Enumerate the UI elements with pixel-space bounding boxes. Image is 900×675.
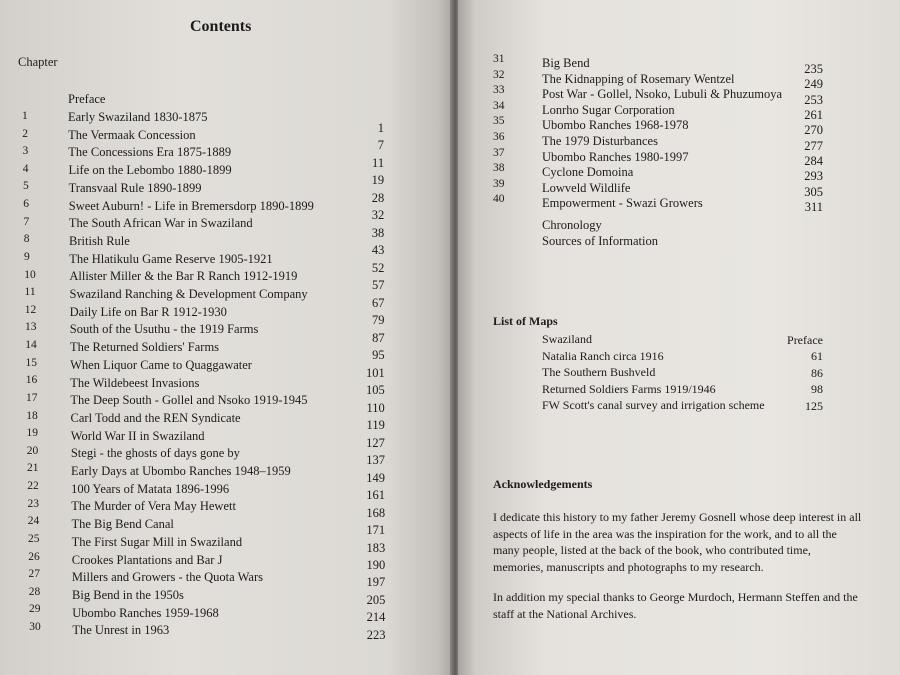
chapter-number: 26 [28,550,40,563]
chapter-number: 5 [23,180,29,193]
chapter-page: 171 [366,523,386,538]
chapter-page: 28 [371,190,385,205]
chapter-page: 149 [366,470,385,485]
chapter-page: 277 [804,138,823,153]
chapter-number: 19 [26,427,38,440]
chapter-number: 40 [493,193,505,206]
chapter-title: When Liquor Came to Quaggawater [70,357,252,372]
chapter-page: 57 [371,278,385,293]
chapter-number: 31 [493,53,505,65]
chapter-number: 18 [26,409,38,422]
chapter-page: 79 [372,313,385,328]
chapter-heading: Chapter [18,55,58,69]
chapter-number: 23 [27,497,39,510]
chapter-title: Cyclone Domoina [542,165,634,180]
chapter-title: The Concessions Era 1875-1889 [68,145,232,160]
chapter-title: Ubombo Ranches 1959-1968 [72,605,219,620]
chapter-title: Lowveld Wildlife [542,180,631,195]
map-page: 61 [811,349,823,363]
chapter-number: 16 [25,374,38,387]
chapter-title: The Big Bend Canal [71,517,174,532]
chapter-number: 10 [24,268,36,281]
chapter-number: 24 [27,515,40,528]
chapter-page: 119 [366,418,385,433]
chapter-page: 161 [366,488,386,503]
chapter-page: 19 [371,173,385,188]
map-page: Preface [787,332,823,347]
chapter-number: 34 [493,99,505,112]
chapter-page: 38 [371,225,385,240]
chapter-page: 32 [371,208,385,223]
chapter-page: 101 [365,365,385,380]
preface-entry: Preface [68,92,106,106]
chapter-title: Post War - Gollel, Nsoko, Lubuli & Phuzumoya [542,87,783,102]
right-page [458,0,900,675]
chapter-title: World War II in Swaziland [70,428,205,443]
chapter-number: 27 [28,568,40,581]
chapter-title: The Vermaak Concession [68,127,196,142]
chapter-page: 11 [372,155,385,170]
chapter-page: 293 [804,169,823,184]
chapter-page: 305 [804,184,823,199]
chapter-number: 38 [493,162,505,175]
chapter-page: 137 [366,453,385,468]
chapter-title: Swaziland Ranching & Development Company [69,287,308,301]
chapter-number: 17 [26,391,38,404]
acknowledgements-paragraph-1: I dedicate this history to my father Jeremy Gosnell whose deep interest in all aspects of life in the area was the inspiration for the work, and to all the many people, listed at the back of the book, who contributed time, memories, manuscripts and photographs to my research. [493,510,862,574]
chapter-page: 235 [804,62,823,76]
chapter-number: 39 [493,177,505,190]
chapter-title: Early Days at Ubombo Ranches 1948–1959 [71,464,291,478]
chapter-page: 95 [372,348,385,363]
chapter-number: 2 [22,127,28,140]
chapter-number: 36 [493,131,505,143]
chapter-title: Crookes Plantations and Bar J [71,552,223,567]
chapter-title: The Murder of Vera May Hewett [71,499,236,514]
chapter-page: 52 [371,260,385,275]
chapter-title: British Rule [69,233,130,248]
chapter-title: The Kidnapping of Rosemary Wentzel [542,71,735,86]
chapter-title: The Hlatikulu Game Reserve 1905-1921 [69,251,273,266]
chapter-title: Millers and Growers - the Quota Wars [71,570,263,585]
chapter-number: 22 [27,480,39,493]
acknowledgements-heading: Acknowledgements [493,477,593,491]
chapter-number: 4 [22,162,29,175]
chapter-page: 105 [366,383,385,398]
chapter-number: 35 [493,115,505,128]
chapter-number: 13 [25,321,37,334]
chapter-page: 197 [366,575,386,590]
chapter-title: Ubombo Ranches 1968-1978 [542,118,689,133]
chapter-title: Big Bend in the 1950s [72,587,184,602]
chapter-title: Carl Todd and the REN Syndicate [70,410,241,425]
chapter-title: The Deep South - Gollel and Nsoko 1919-1945 [70,393,308,408]
contents-title: Contents [190,18,252,35]
chapter-number: 28 [28,585,41,598]
chapter-page: 253 [804,92,823,107]
chapter-title: The Wildebeest Invasions [70,375,200,390]
chapter-number: 37 [493,146,505,159]
chapter-number: 7 [23,215,30,228]
chapter-number: 8 [23,233,30,246]
map-title: The Southern Bushveld [542,365,656,379]
chapter-page: 190 [366,558,386,572]
map-title: Returned Soldiers Farms 1919/1946 [542,381,716,396]
chapter-page: 110 [366,400,385,415]
chapter-title: Sweet Auburn! - Life in Bremersdorp 1890-1899 [68,198,314,213]
chapter-page: 214 [366,610,386,625]
chapter-page: 205 [366,592,386,607]
chapter-number: 9 [24,250,30,263]
chapter-title: Early Swaziland 1830-1875 [68,110,208,124]
map-title: Swaziland [542,332,592,346]
maps-heading: List of Maps [493,314,558,328]
acknowledgements-paragraph-2: In addition my special thanks to George Murdoch, Hermann Steffen and the staff at the National Archives. [493,590,858,621]
chapter-page: 223 [366,627,386,642]
chapter-number: 15 [25,356,37,369]
chapter-title: The First Sugar Mill in Swaziland [71,534,243,549]
chapter-number: 33 [493,84,505,97]
chapter-page: 7 [377,138,385,153]
chapter-page: 311 [804,200,823,215]
chapter-page: 261 [804,108,823,123]
chapter-number: 30 [29,620,41,633]
chapter-title: Daily Life on Bar R 1912-1930 [69,304,227,319]
chapter-number: 6 [23,198,29,211]
chapter-title: The 1979 Disturbances [542,134,658,148]
chapter-title: Empowerment - Swazi Growers [542,196,703,211]
chapter-number: 11 [24,286,36,299]
chapter-page: 249 [804,77,823,92]
chapter-page: 168 [366,505,386,520]
chapter-number: 3 [22,145,29,158]
map-page: 86 [811,365,823,380]
map-title: FW Scott's canal survey and irrigation scheme [542,398,765,412]
chapter-page: 43 [371,243,385,258]
chapter-number: 25 [28,532,40,545]
chapter-title: Stegi - the ghosts of days gone by [70,446,240,461]
chapter-page: 183 [366,540,386,555]
chapter-title: Big Bend [542,56,590,70]
chapter-title: The Returned Soldiers' Farms [69,340,220,355]
chapter-title: Life on the Lebombo 1880-1899 [68,163,232,178]
chapter-title: Lonrho Sugar Corporation [542,102,675,117]
chapter-page: 67 [372,295,385,310]
map-title: Natalia Ranch circa 1916 [542,348,664,363]
chapter-page: 127 [366,435,385,450]
chapter-page: 270 [804,123,823,138]
chapter-page: 284 [804,154,823,169]
chapter-title: Ubombo Ranches 1980-1997 [542,149,689,164]
map-page: 125 [805,398,823,413]
chapter-number: 1 [22,110,28,122]
chapter-page: 87 [372,330,385,345]
chapter-number: 20 [26,444,39,457]
chapter-title: 100 Years of Matata 1896-1996 [71,481,230,496]
chapter-number: 21 [27,462,39,475]
chapter-title: Transvaal Rule 1890-1899 [68,180,202,195]
extra-entry: Chronology [542,218,602,232]
chapter-page: 1 [377,121,384,135]
extra-entry: Sources of Information [542,234,658,248]
chapter-title: The Unrest in 1963 [72,623,170,638]
chapter-number: 29 [29,603,41,616]
chapter-title: The South African War in Swaziland [68,216,253,231]
chapter-title: South of the Usuthu - the 1919 Farms [69,322,259,337]
chapter-number: 12 [24,303,37,316]
chapter-title: Allister Miller & the Bar R Ranch 1912-1919 [69,269,298,284]
chapter-number: 14 [25,339,37,352]
map-page: 98 [811,382,823,396]
chapter-number: 32 [493,68,505,81]
